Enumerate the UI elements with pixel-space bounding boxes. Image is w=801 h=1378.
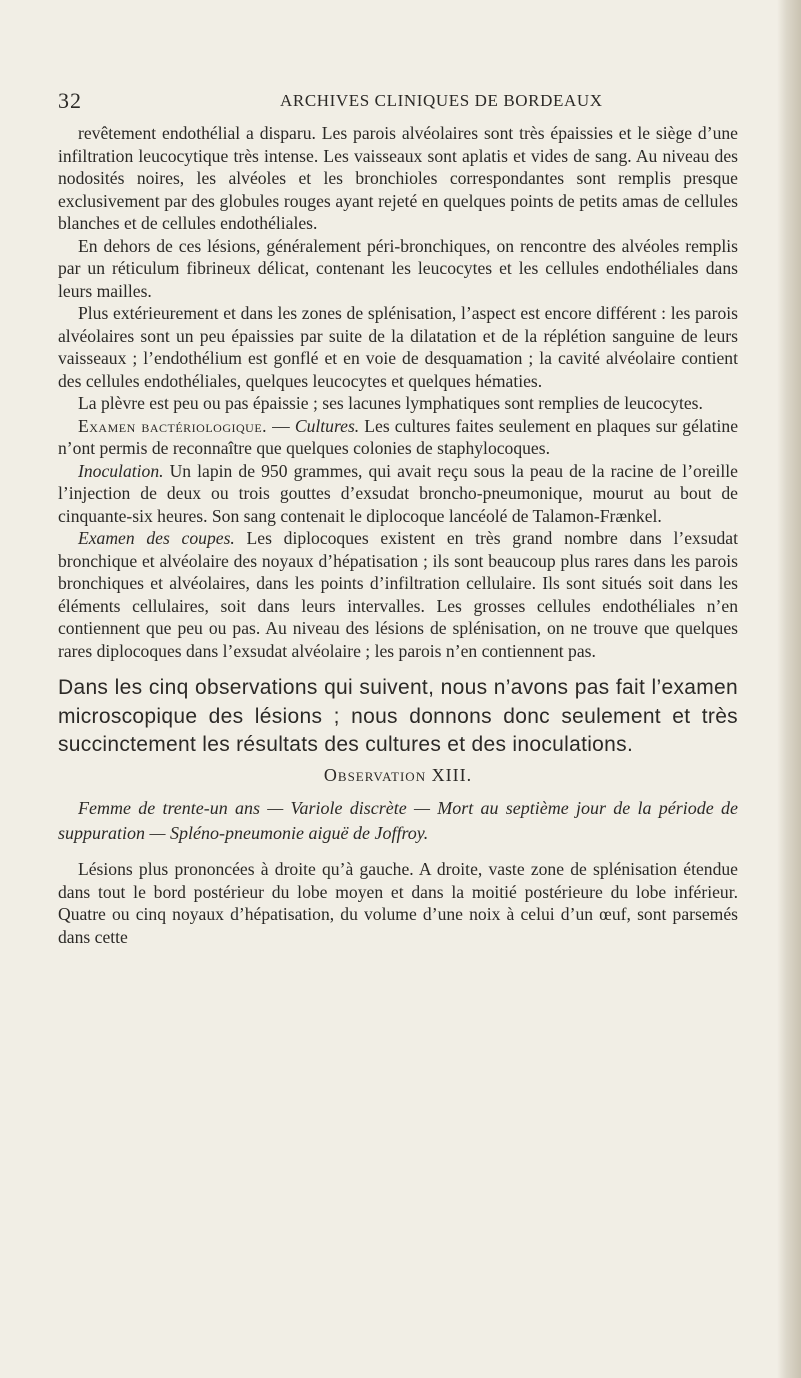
paragraph-sections [58,527,738,662]
paragraph: Plus extérieurement et dans les zones de splénisation, l’aspect est encore différent : les parois alvéolaires sont un peu épaissies par suite de la dilatation et de la réplétion sanguine de leurs vaisseaux ; l’endothélium est gonflé et en voie de desquamation ; la cavité alvéolaire contient des cellules endothéliales, quelques leucocytes et quelques hématies. [58,303,738,391]
paragraph-large: Dans les cinq observations qui suivent, nous n’avons pas fait l’examen microscopique des lésions ; nous donnons donc seulement et très succinctement les résultats des cultures et des inoculations. [58,676,738,756]
em-dash: — [267,415,295,436]
section-heading-sections: Examen des coupes. [78,528,235,548]
paragraph-text: Les diplocoques existent en très grand nombre dans l’exsudat bronchique et alvéolaire des noyaux d’hépatisation ; ils sont beaucoup plus rares dans les parois bronchiques et alvéolaires, dans les points d’infiltration cellulaire. Ils sont situés soit dans les éléments cellulaires, soit dans leurs intervalles. Les grosses cellules endothéliales n’en contiennent que peu ou pas. Au niveau des lésions de splénisation, on ne trouve que quelques rares diplocoques dans l’exsudat alvéolaire ; les parois n’en contiennent pas. [58,528,738,661]
observation-subtitle: Femme de trente-un ans — Variole discrète — Mort au septième jour de la période de suppuration — Spléno-pneumonie aiguë de Joffroy. [58,798,738,843]
section-lead: Examen bactériologique. [78,415,268,436]
paragraph: Lésions plus prononcées à droite qu’à gauche. A droite, vaste zone de splénisation étendue dans tout le bord postérieur du lobe moyen et dans la moitié postérieure du lobe inférieur. Quatre ou cinq noyaux d’hépatisation, du volume d’une noix à celui d’un œuf, sont parsemés dans cette [58,859,738,947]
page-edge-shadow [777,0,801,1378]
running-title: ARCHIVES CLINIQUES DE BORDEAUX [280,91,603,110]
section-heading-inoculation: Inoculation. [78,460,164,481]
paragraph-bacteriology [58,415,738,460]
paragraph-text: Un lapin de 950 grammes, qui avait reçu sous la peau de la racine de l’oreille l’injection de deux ou trois gouttes d’exsudat broncho-pneumonique, mourut au bout de cinquante-six heures. Son sang contenait le diplocoque lancéolé de Talamon-Frænkel. [58,460,738,526]
page-number: 32 [58,88,82,113]
paragraph-text: Les cultures faites seulement en plaques sur gélatine n’ont permis de reconnaître que quelques colonies de staphylocoques. [58,415,738,458]
section-heading-cultures: Cultures. [294,415,360,436]
observation-title: Observation XIII. [323,764,473,785]
paragraph: revêtement endothélial a disparu. Les parois alvéolaires sont très épaissies et le siège d’une infiltration leucocytique très intense. Les vaisseaux sont aplatis et vides de sang. Au niveau des nodosités noires, les alvéoles et les bronchioles correspondantes sont remplis presque exclusivement par des globules rouges ayant rejeté en quelques points de petits amas de cellules blanches et de cellules endothéliales. [58,123,738,233]
paragraph: En dehors de ces lésions, généralement péri-bronchiques, on rencontre des alvéoles remplis par un réticulum fibrineux délicat, contenant les leucocytes et les cellules endothéliales dans leurs mailles. [58,235,738,301]
page-header [58,88,718,114]
paragraph: La plèvre est peu ou pas épaissie ; ses lacunes lymphatiques sont remplies de leucocytes. [78,393,703,413]
paragraph-inoculation [58,460,738,528]
body-text [58,122,738,948]
